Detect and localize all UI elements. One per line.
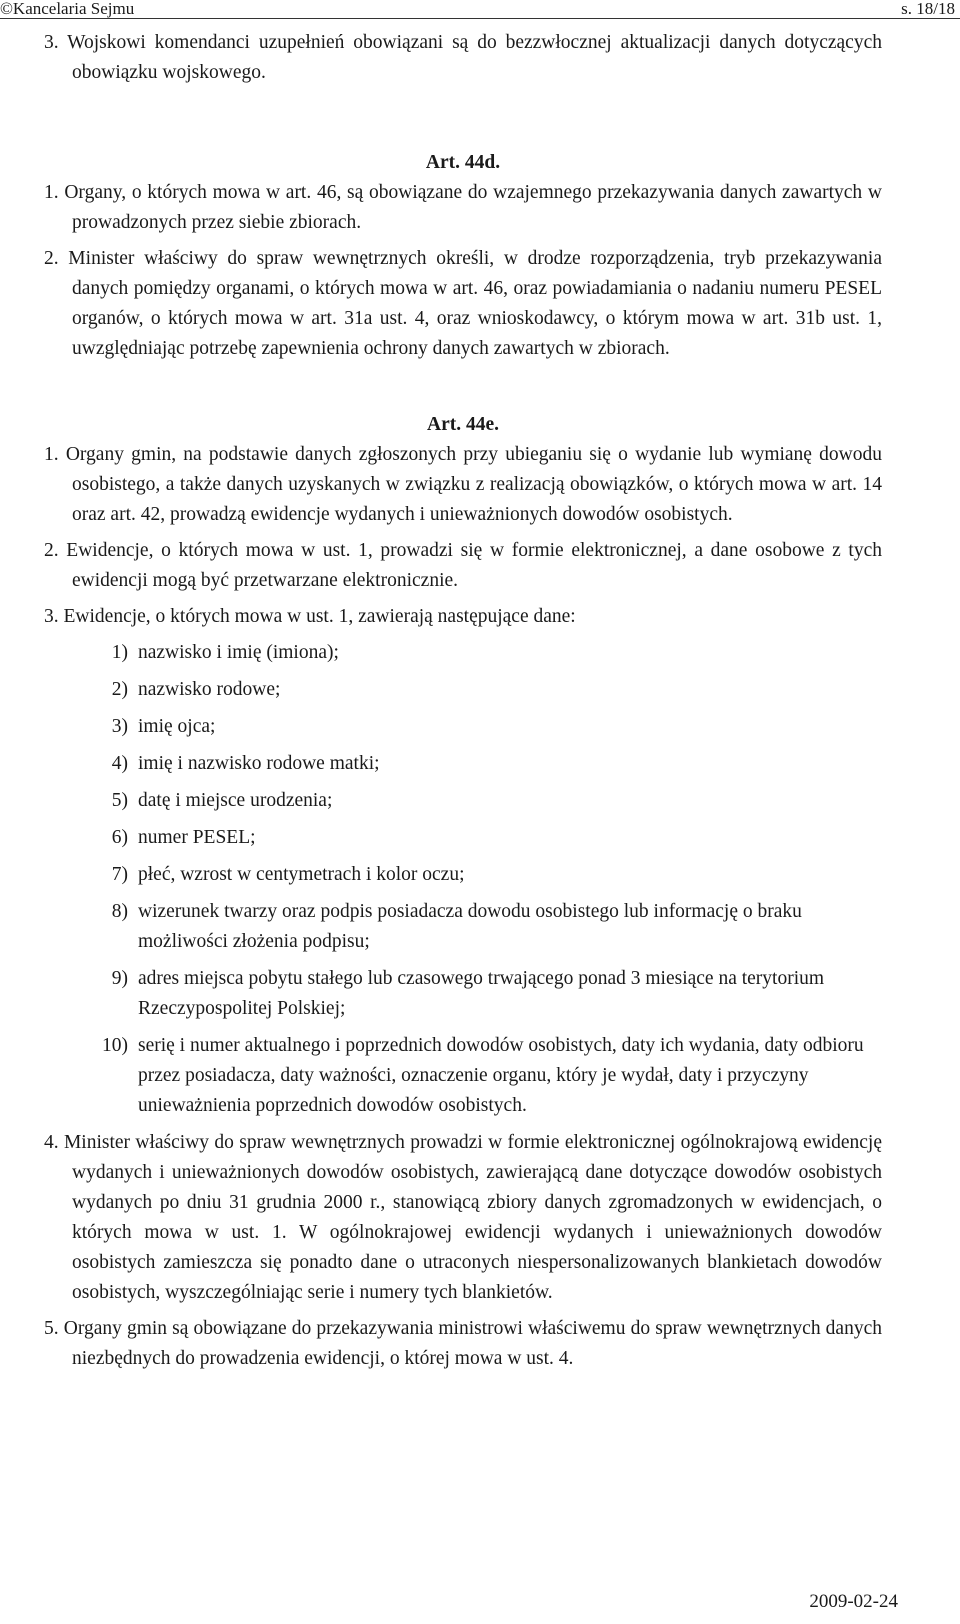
list-item-number: 9) — [111, 968, 128, 989]
list-item — [44, 897, 882, 957]
list-item-text: imię i nazwisko rodowe matki; — [138, 753, 380, 774]
art44e-paragraph-4: 4. Minister właściwy do spraw wewnętrznych prowadzi w formie elektronicznej ogólnokrajową ewidencję wydanych i unieważnionych dowodów osobistych, zawierającą dane dotyczące dowodów osobistych wydanych po dniu 31 grudnia 2000 r., stanowiącą zbiory danych zgromadzonych w ewidencjach, o których mowa w ust. 1. W ogólnokrajowej ewidencji wydanych i unieważnionych dowodów osobistych zamieszcza się ponadto dane o utraconych niespersonalizowanych blankietach dowodów osobistych, wyszczególniając serie i numery tych blankietów. — [44, 1132, 882, 1303]
list-item-number: 4) — [111, 753, 128, 774]
list-item — [44, 749, 882, 779]
footer-date: 2009-02-24 — [809, 1591, 898, 1612]
list-item — [44, 1031, 882, 1121]
paragraph-3-military: 3. Wojskowi komendanci uzupełnień obowiązani są do bezzwłocznej aktualizacji danych dotyczących obowiązku wojskowego. — [44, 32, 882, 83]
art44e-paragraph-2: 2. Ewidencje, o których mowa w ust. 1, prowadzi się w formie elektronicznej, a dane osobowe z tych ewidencji mogą być przetwarzane elektronicznie. — [44, 540, 882, 591]
art44e-paragraph-5: 5. Organy gmin są obowiązane do przekazywania ministrowi właściwemu do spraw wewnętrznych danych niezbędnych do prowadzenia ewidencji, o której mowa w ust. 4. — [44, 1318, 882, 1369]
list-item-number: 1) — [111, 642, 128, 663]
list-item-text: płeć, wzrost w centymetrach i kolor oczu; — [138, 864, 465, 885]
list-item-number: 8) — [111, 901, 128, 922]
art44d-paragraph-1: 1. Organy, o których mowa w art. 46, są obowiązane do wzajemnego przekazywania danych zawartych w prowadzonych przez siebie zbiorach. — [44, 182, 882, 233]
page-number: s. 18/18 — [901, 0, 955, 18]
list-item-text: wizerunek twarzy oraz podpis posiadacza dowodu osobistego lub informację o braku możliwości złożenia podpisu; — [138, 901, 802, 952]
list-item — [44, 964, 882, 1024]
data-items-list — [44, 638, 882, 1121]
list-item-number: 3) — [111, 716, 128, 737]
list-item-text: imię ojca; — [138, 716, 216, 737]
list-item — [44, 712, 882, 742]
list-item-text: nazwisko rodowe; — [138, 679, 281, 700]
article-44d-title: Art. 44d. — [425, 152, 501, 173]
list-item — [44, 860, 882, 890]
list-item-text: serię i numer aktualnego i poprzednich dowodów osobistych, daty ich wydania, daty odbioru przez posiadacza, daty ważności, oznaczenie organu, który je wydał, daty i przyczyny unieważnienia poprzednich dowodów osobistych. — [138, 1035, 864, 1116]
list-item-number: 5) — [111, 790, 128, 811]
list-item-number: 6) — [111, 827, 128, 848]
article-44e-title: Art. 44e. — [426, 414, 499, 435]
art44d-paragraph-2: 2. Minister właściwy do spraw wewnętrznych określi, w drodze rozporządzenia, tryb przekazywania danych pomiędzy organami, o których mowa w art. 46, oraz powiadamiania o nadaniu numeru PESEL organów, o których mowa w art. 31a ust. 4, oraz wnioskodawcy, o którym mowa w art. 31b ust. 1, uwzględniając potrzebę zapewnienia ochrony danych zawartych w zbiorach. — [44, 248, 882, 359]
header-rule — [0, 18, 960, 19]
list-item — [44, 675, 882, 705]
list-item-number: 7) — [111, 864, 128, 885]
list-item-text: datę i miejsce urodzenia; — [138, 790, 333, 811]
list-item-text: adres miejsca pobytu stałego lub czasowego trwającego ponad 3 miesiące na terytorium Rzeczypospolitej Polskiej; — [138, 968, 825, 1019]
list-item — [44, 786, 882, 816]
copyright-label: ©Kancelaria Sejmu — [0, 0, 135, 18]
list-item — [44, 638, 882, 668]
list-item-number: 10) — [102, 1035, 128, 1056]
document-body — [44, 28, 882, 1374]
list-item-number: 2) — [111, 679, 128, 700]
art44e-paragraph-3: 3. Ewidencje, o których mowa w ust. 1, zawierają następujące dane: — [44, 606, 576, 627]
list-item — [44, 823, 882, 853]
page-header — [0, 0, 960, 22]
list-item-text: numer PESEL; — [138, 827, 256, 848]
list-item-text: nazwisko i imię (imiona); — [138, 642, 339, 663]
art44e-paragraph-1: 1. Organy gmin, na podstawie danych zgłoszonych przy ubieganiu się o wydanie lub wymianę dowodu osobistego, a także danych uzyskanych w związku z realizacją obowiązków, o których mowa w art. 14 oraz art. 42, prowadzą ewidencje wydanych i unieważnionych dowodów osobistych. — [44, 444, 882, 525]
